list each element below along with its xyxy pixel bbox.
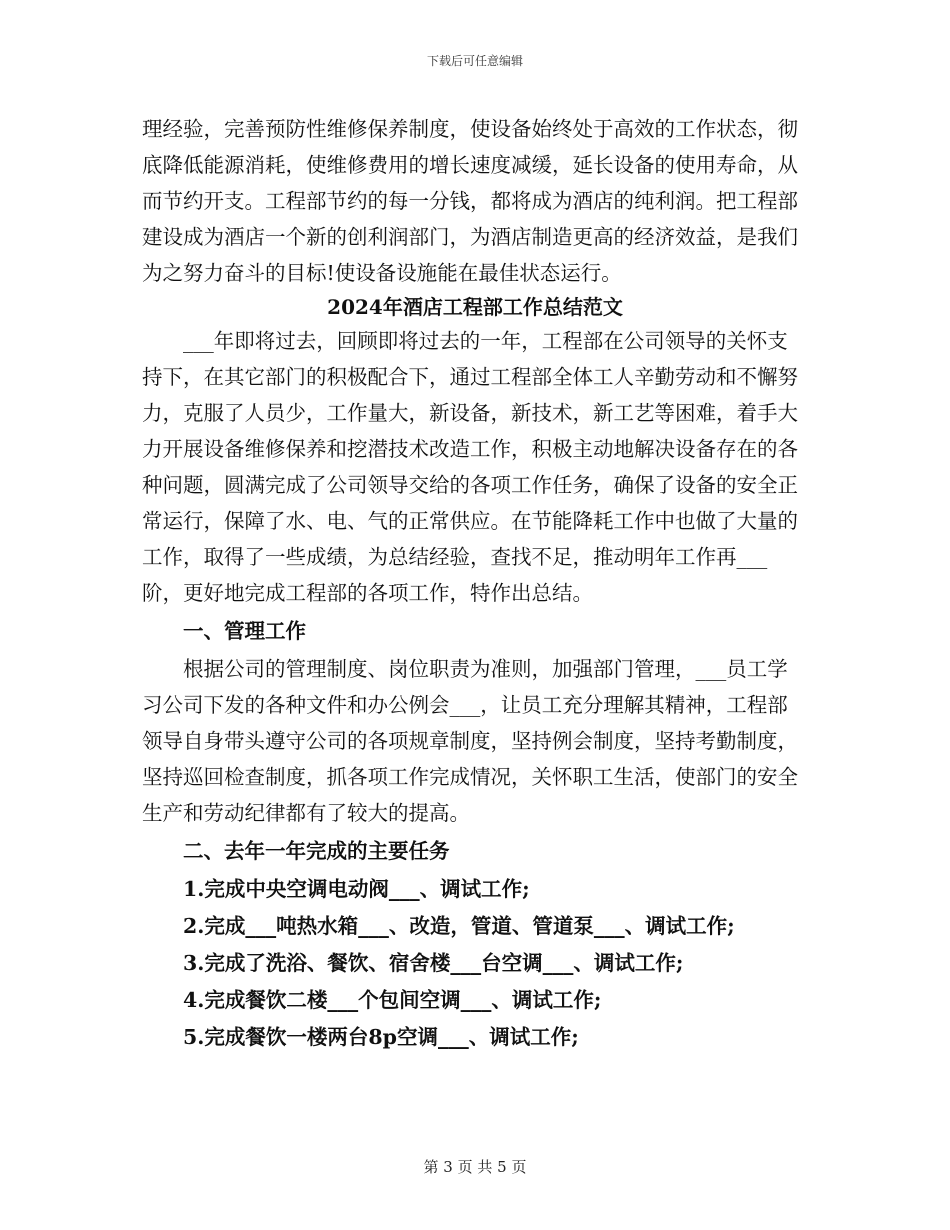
section-heading-management: 一、管理工作 [183, 619, 306, 643]
management-paragraph: 根据公司的管理制度、岗位职责为准则，加强部门管理，___员工学习公司下发的各种文件和办公例会___，让员工充分理解其精神，工程部领导自身带头遵守公司的各项规章制度，坚持例会制度，坚持考勤制度，坚持巡回检查制度，抓各项工作完成情况，关怀职工生活，使部门的安全生产和劳动纪律都有了较大的提高。 [142, 657, 798, 825]
intro-continued-paragraph: 理经验，完善预防性维修保养制度，使设备始终处于高效的工作状态，彻底降低能源消耗，使维修费用的增长速度减缓，延长设备的使用寿命，从而节约开支。工程部节约的每一分钱，都将成为酒店的纯利润。把工程部建设成为酒店一个新的创利润部门，为酒店制造更高的经济效益，是我们为之努力奋斗的目标!使设备设施能在最佳状态运行。 [142, 117, 798, 285]
page-header-note: 下载后可任意编辑 [426, 54, 523, 68]
section-heading-main-tasks: 二、去年一年完成的主要任务 [183, 839, 450, 863]
opening-paragraph: ___年即将过去，回顾即将过去的一年，工程部在公司领导的关怀支持下，在其它部门的积极配合下，通过工程部全体工人辛勤劳动和不懈努力，克服了人员少，工作量大，新设备，新技术，新工艺等困难，着手大力开展设备维修保养和挖潜技术改造工作，积极主动地解决设备存在的各种问题，圆满完成了公司领导交给的各项工作任务，确保了设备的安全正常运行，保障了水、电、气的正常供应。在节能降耗工作中也做了大量的工作，取得了一些成绩，为总结经验，查找不足，推动明年工作再___阶，更好地完成工程部的各项工作，特作出总结。 [142, 329, 798, 605]
document-title: 2024年酒店工程部工作总结范文 [327, 295, 623, 319]
task-item: 5.完成餐饮一楼两台8p空调___、调试工作; [183, 1025, 579, 1049]
task-item: 1.完成中央空调电动阀___、调试工作; [183, 877, 530, 901]
task-item: 3.完成了洗浴、餐饮、宿舍楼___台空调___、调试工作; [183, 951, 684, 975]
page-number-footer: 第 3 页 共 5 页 [423, 1158, 527, 1176]
document-body [142, 111, 808, 1056]
task-item: 2.完成___吨热水箱___、改造，管道、管道泵___、调试工作; [183, 914, 735, 938]
task-item: 4.完成餐饮二楼___个包间空调___、调试工作; [183, 988, 602, 1012]
